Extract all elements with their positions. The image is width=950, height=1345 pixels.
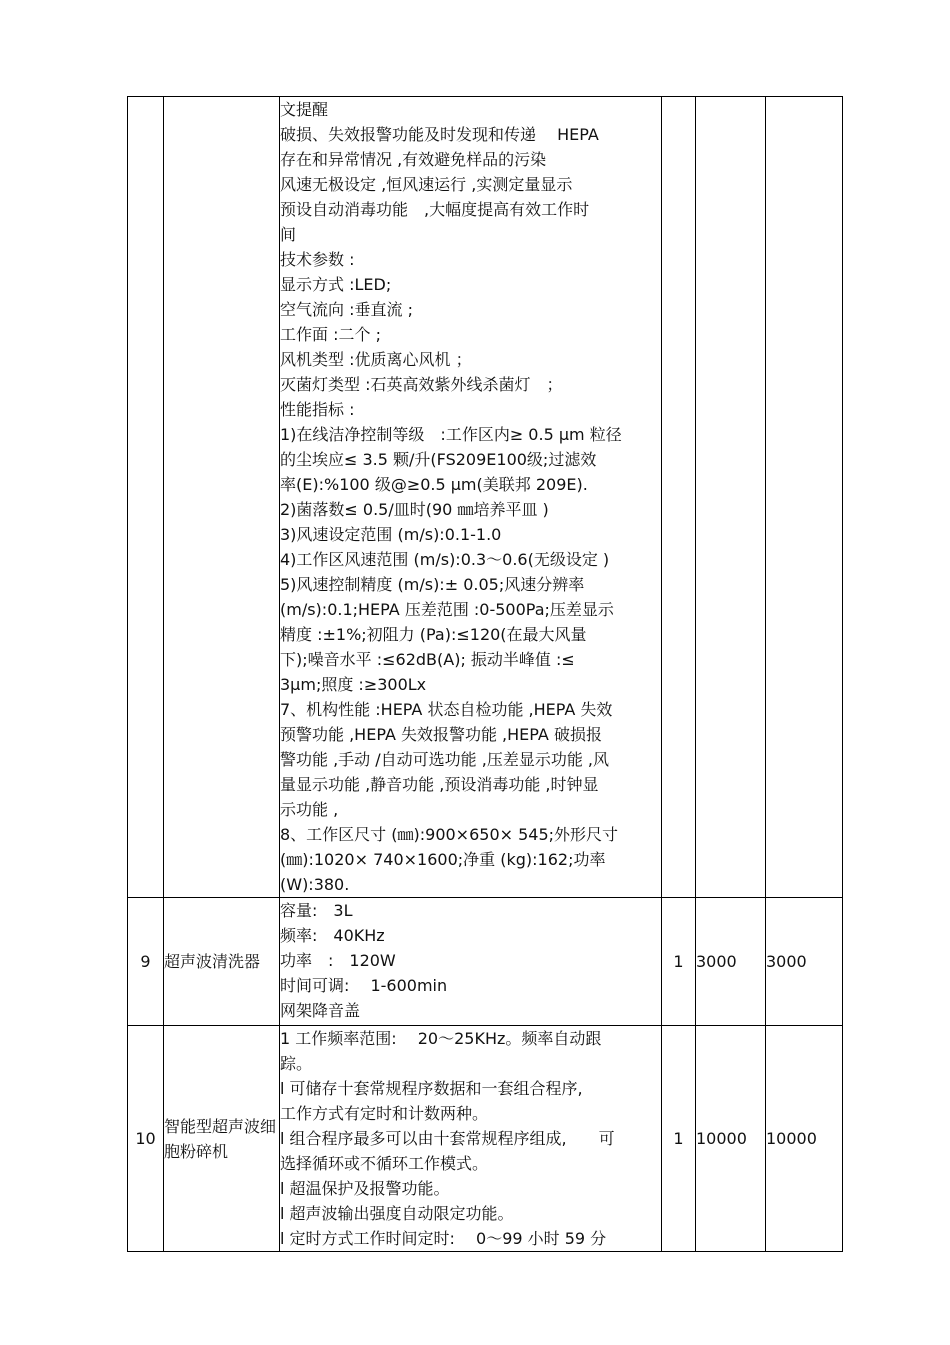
spec-line: 5)风速控制精度 (m/s):± 0.05;风速分辨率	[280, 575, 585, 594]
spec-line: 8、工作区尺寸 (㎜):900×650× 545;外形尺寸	[280, 825, 619, 844]
total-price-cell: 10000	[766, 1026, 843, 1252]
spec-line: 预警功能 ,HEPA 失效报警功能 ,HEPA 破损报	[280, 725, 602, 744]
spec-line: 的尘埃应≤ 3.5 颗/升(FS209E100级;过滤效	[280, 450, 597, 469]
spec-line: 容量: 3L	[280, 901, 353, 920]
spec-line: 3)风速设定范围 (m/s):0.1-1.0	[280, 525, 502, 544]
spec-description-cell	[280, 1026, 662, 1252]
spec-line: 破损、失效报警功能及时发现和传递 HEPA	[280, 125, 599, 144]
spec-line: 2)菌落数≤ 0.5/皿时(90 ㎜培养平皿 )	[280, 500, 549, 519]
spec-line: 显示方式 :LED;	[280, 275, 392, 294]
spec-line: 率(E):%100 级@≥0.5 μm(美联邦 209E).	[280, 475, 588, 494]
spec-line: 踪。	[280, 1054, 313, 1073]
spec-line: (㎜):1020× 740×1600;净重 (kg):162;功率	[280, 850, 606, 869]
unit-price-cell: 3000	[696, 898, 766, 1026]
spec-line: 预设自动消毒功能 ,大幅度提高有效工作时	[280, 200, 590, 219]
table-row	[128, 898, 843, 1026]
equipment-spec-table	[127, 96, 843, 1252]
spec-line: 1 工作频率范围: 20～25KHz。频率自动跟	[280, 1029, 602, 1048]
spec-line: 1)在线洁净控制等级 :工作区内≥ 0.5 μm 粒径	[280, 425, 622, 444]
item-name-cell: 智能型超声波细胞粉碎机	[164, 1026, 280, 1252]
spec-line: 文提醒	[280, 100, 329, 119]
spec-description-cell	[280, 898, 662, 1026]
spec-line: l 超温保护及报警功能。	[280, 1179, 450, 1198]
spec-line: 量显示功能 ,静音功能 ,预设消毒功能 ,时钟显	[280, 775, 599, 794]
row-number-cell: 10	[128, 1026, 164, 1252]
spec-line: l 超声波输出强度自动限定功能。	[280, 1204, 514, 1223]
unit-price-cell: 10000	[696, 1026, 766, 1252]
spec-line: 工作面 :二个 ;	[280, 325, 381, 344]
total-price-cell	[766, 97, 843, 898]
quantity-cell: 1	[662, 1026, 696, 1252]
unit-price-cell	[696, 97, 766, 898]
item-name-cell	[164, 97, 280, 898]
spec-line: 4)工作区风速范围 (m/s):0.3～0.6(无级设定 )	[280, 550, 610, 569]
spec-line: l 可储存十套常规程序数据和一套组合程序,	[280, 1079, 583, 1098]
spec-line: 警功能 ,手动 /自动可选功能 ,压差显示功能 ,风	[280, 750, 609, 769]
spec-line: 灭菌灯类型 :石英高效紫外线杀菌灯 ；	[280, 375, 563, 394]
item-name-cell: 超声波清洗器	[164, 898, 280, 1026]
spec-line: 风机类型 :优质离心风机 ；	[280, 350, 472, 369]
row-number-cell: 9	[128, 898, 164, 1026]
spec-line: 网架降音盖	[280, 1001, 361, 1020]
spec-line: 功率 : 120W	[280, 951, 396, 970]
spec-line: 3μm;照度 :≥300Lx	[280, 675, 427, 694]
spec-line: 存在和异常情况 ,有效避免样品的污染	[280, 150, 547, 169]
spec-line: 技术参数 :	[280, 250, 355, 269]
spec-line: l 定时方式工作时间定时: 0～99 小时 59 分	[280, 1229, 607, 1248]
spec-line: l 组合程序最多可以由十套常规程序组成, 可	[280, 1129, 615, 1148]
spec-line: 风速无极设定 ,恒风速运行 ,实测定量显示	[280, 175, 573, 194]
spec-line: 示功能 ,	[280, 800, 339, 819]
spec-line: 下);噪音水平 :≤62dB(A); 振动半峰值 :≤	[280, 650, 575, 669]
spec-description-cell	[280, 97, 662, 898]
table-row	[128, 97, 843, 898]
spec-line: 时间可调: 1-600min	[280, 976, 448, 995]
spec-line: 工作方式有定时和计数两种。	[280, 1104, 489, 1123]
row-number-cell	[128, 97, 164, 898]
spec-line: 间	[280, 225, 297, 244]
spec-line: 性能指标 :	[280, 400, 355, 419]
spec-line: 空气流向 :垂直流 ;	[280, 300, 413, 319]
quantity-cell: 1	[662, 898, 696, 1026]
spec-line: (W):380.	[280, 875, 350, 894]
quantity-cell	[662, 97, 696, 898]
spec-line: 选择循环或不循环工作模式。	[280, 1154, 489, 1173]
spec-line: 精度 :±1%;初阻力 (Pa):≤120(在最大风量	[280, 625, 587, 644]
table-row	[128, 1026, 843, 1252]
spec-line: 7、机构性能 :HEPA 状态自检功能 ,HEPA 失效	[280, 700, 613, 719]
total-price-cell: 3000	[766, 898, 843, 1026]
spec-line: (m/s):0.1;HEPA 压差范围 :0-500Pa;压差显示	[280, 600, 614, 619]
spec-line: 频率: 40KHz	[280, 926, 385, 945]
